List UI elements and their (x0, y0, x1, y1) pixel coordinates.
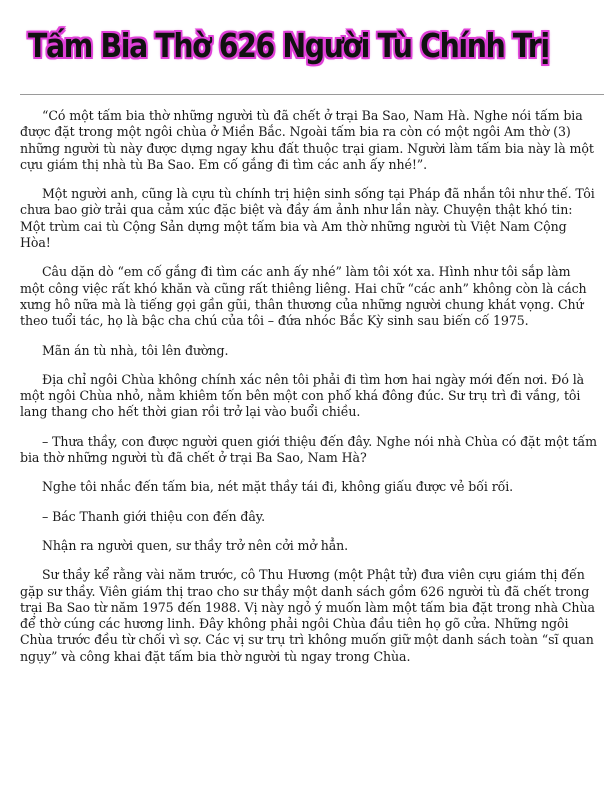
paragraph-3: Câu dặn dò “em cố gắng đi tìm các anh ấy nhé” làm tôi xót xa. Hình như tôi sắp làm một công việc rất khó khăn và cũng rất thiêng liêng. Hai chữ “các anh” không còn là cách xưng hô nữa mà là tiếng gọi gần gũi, thân thương của những người chung khát vọng. Chứ theo tuổi tác, họ là bậc cha chú của tôi – đứa nhóc Bắc Kỳ sinh sau biến cố 1975. (20, 264, 587, 329)
article-body (20, 108, 598, 678)
paragraph-4: Mãn án tù nhà, tôi lên đường. (42, 342, 229, 358)
paragraph-2: Một người anh, cũng là cựu tù chính trị hiện sinh sống tại Pháp đã nhắn tôi như thế. Tôi chưa bao giờ trải qua cảm xúc đặc biệt và đầy ám ảnh như lần này. Chuyện thật khó tin: Một trùm cai tù Cộng Sản dựng một tấm bia và Am thờ những người tù Việt Nam Cộng Hòa! (20, 186, 595, 251)
paragraph-1: “Có một tấm bia thờ những người tù đã chết ở trại Ba Sao, Nam Hà. Nghe nói tấm bia được đặt trong một ngôi chùa ở Miền Bắc. Ngoài tấm bia ra còn có một ngôi Am thờ (3) những người tù này được dựng ngay khu đất thuộc trại giam. Người làm tấm bia này là một cựu giám thị nhà tù Ba Sao. Em cố gắng đi tìm các anh ấy nhé!”. (20, 108, 594, 172)
paragraph-8: – Bác Thanh giới thiệu con đến đây. (42, 508, 266, 524)
paragraph-5: Địa chỉ ngôi Chùa không chính xác nên tôi phải đi tìm hơn hai ngày mới đến nơi. Đó là một ngôi Chùa nhỏ, nằm khiêm tốn bên một con phố khá đông đúc. Sư trụ trì đi vắng, tôi lang thang cho hết thời gian rồi trở lại vào buổi chiều. (20, 371, 585, 420)
paragraph-7: Nghe tôi nhắc đến tấm bia, nét mặt thầy tái đi, không giấu được vẻ bối rối. (42, 479, 514, 495)
paragraph-10: Sư thầy kể rằng vài năm trước, cô Thu Hương (một Phật tử) đưa viên cựu giám thị đến gặp sư thầy. Viên giám thị trao cho sư thầy một danh sách gồm 626 người tù đã chết trong trại Ba Sao từ năm 1975 đến 1988. Vị này ngỏ ý muốn làm một tấm bia đặt trong nhà Chùa để thờ cúng các hương linh. Đây không phải ngôi Chùa đầu tiên họ gõ cửa. Những ngôi Chùa trước đều từ chối vì sợ. Các vị sư trụ trì không muốn giữ một danh sách toàn “sĩ quan ngụy” và công khai đặt tấm bia thờ người tù ngay trong Chùa. (20, 567, 595, 664)
page-title: Tấm Bia Thờ 626 Người Tù Chính Trị (28, 26, 549, 65)
paragraph-9: Nhận ra người quen, sư thầy trở nên cởi mở hẳn. (42, 537, 349, 553)
paragraph-6: – Thưa thầy, con được người quen giới thiệu đến đây. Nghe nói nhà Chùa có đặt một tấm bia thờ những người tù đã chết ở trại Ba Sao, Nam Hà? (20, 433, 597, 466)
title-divider (20, 94, 604, 95)
